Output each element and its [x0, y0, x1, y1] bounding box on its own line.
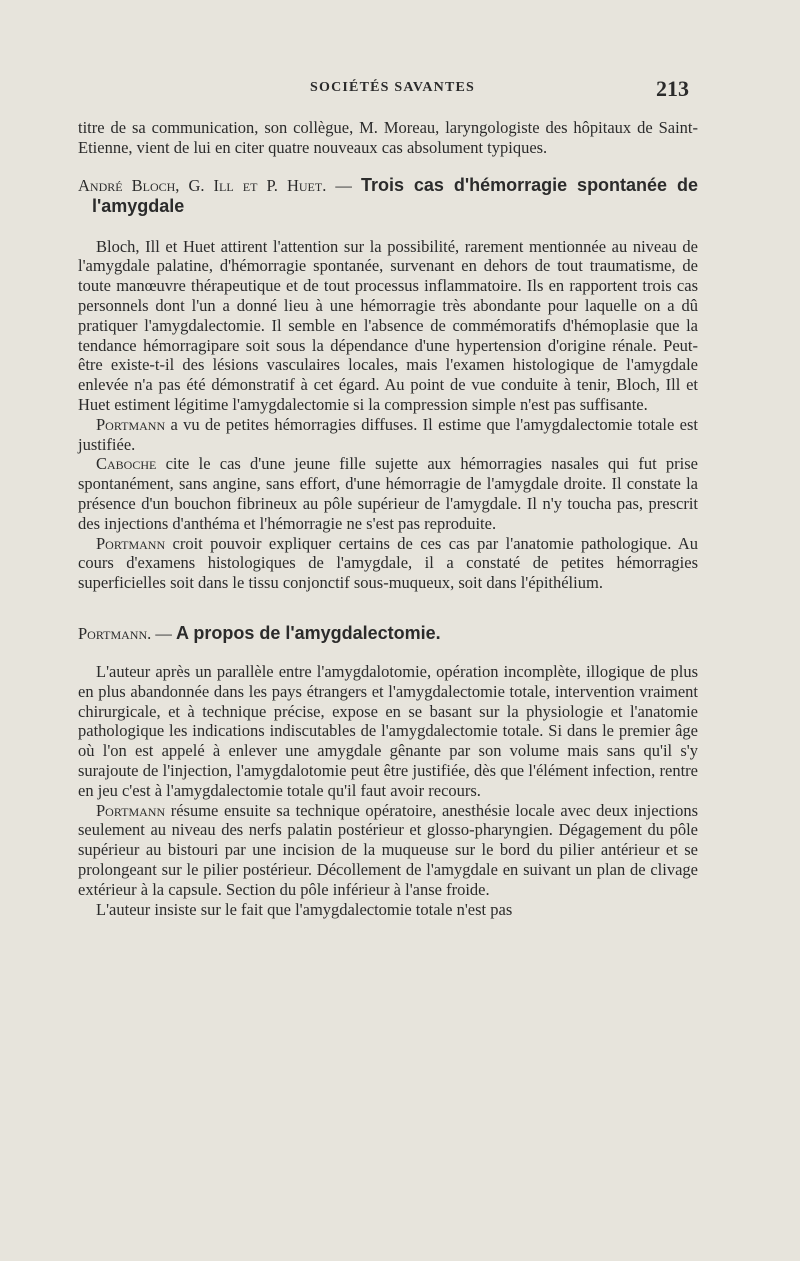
article-heading-2: [78, 623, 698, 644]
running-title: SOCIÉTÉS SAVANTES: [310, 80, 476, 95]
cited-author: Portmann: [96, 414, 166, 434]
heading-dash-2: —: [151, 623, 176, 643]
paragraph-1-4: [78, 534, 698, 593]
cited-author: Portmann: [96, 800, 166, 820]
article-title-1: Trois cas d'hémorragie spontanée de l'amygdale: [92, 174, 698, 216]
paragraph-text: croit pouvoir expliquer certains de ces cas par l'anatomie pathologique. Au cours d'examens histologiques de l'amygdale, il a constaté de petites hémorragies superficielles soit dans le tissu conjonctif sous-muqueux, soit dans l'épithélium.: [78, 533, 698, 593]
paragraph-2-2: [78, 801, 698, 900]
paragraph-text: Bloch, Ill et Huet attirent l'attention sur la possibilité, rarement mentionnée au niveau de l'amygdale palatine, d'hémorragie spontanée, survenant en dehors de tout traumatisme, de toute manœuvre thérapeutique et de tout processus inflammatoire. Ils en rapportent trois cas personnels dont l'un a donné lieu à une hémorragie très abondante pour laquelle on a dû pratiquer l'amygdalectomie. Il semble en l'absence de commémoratifs d'hémoplasie que la tendance hémorragipare soit sous la dépendance d'une hypertension d'origine rénale. Peut-être existe-t-il des lésions vasculaires locales, mais l'examen histologique de l'amygdale enlevée n'a pas été démonstratif à cet égard. Au point de vue conduite à tenir, Bloch, Ill et Huet estiment légitime l'amygdalectomie si la compression simple n'est pas suffisante.: [78, 236, 698, 414]
cited-author: Caboche: [96, 454, 157, 474]
paragraph-2-3: [78, 900, 698, 920]
paragraph-text: résume ensuite sa technique opératoire, anesthésie locale avec deux injections seulement au niveau des nerfs palatin postérieur et glosso-pharyngien. Dégagement du pôle supérieur au bistouri par une incision de la muqueuse sur le bord du pilier antérieur et se prolongeant sur le pilier postérieur. Décollement de l'amygdale en suivant un plan de clivage extérieur à la capsule. Section du pôle inférieur à l'anse froide.: [78, 800, 698, 899]
page-header: [0, 76, 800, 102]
page-number: 213: [656, 76, 689, 101]
paragraph-1-3: [78, 454, 698, 533]
paragraph-text: a vu de petites hémorragies diffuses. Il estime que l'amygdalectomie totale est justifiée.: [78, 414, 698, 454]
cited-author: Portmann: [96, 533, 166, 553]
article-heading-1: [78, 175, 698, 217]
intro-paragraph: titre de sa communication, son collègue, M. Moreau, laryngologiste des hôpitaux de Saint-Etienne, vient de lui en citer quatre nouveaux cas absolument typiques.: [78, 118, 698, 157]
paragraph-text: L'auteur insiste sur le fait que l'amygdalectomie totale n'est pas: [96, 899, 513, 919]
heading-dash-1: —: [326, 175, 361, 195]
article-authors-2: Portmann.: [78, 623, 152, 643]
body-text: [78, 118, 698, 919]
paragraph-text: cite le cas d'une jeune fille sujette aux hémorragies nasales qui fut prise spontanément, sans angine, sans effort, d'une hémorragie de l'amygdale droite. Il constate la présence d'un bouchon fibrineux au pôle supérieur de l'amygdale. Il n'y toucha pas, prescrit des injections d'anthéma et l'hémorragie ne s'est pas reproduite.: [78, 454, 698, 533]
paragraph-1-1: [78, 237, 698, 415]
article-authors-1: André Bloch, G. Ill et P. Huet.: [78, 175, 327, 195]
paragraph-text: L'auteur après un parallèle entre l'amygdalotomie, opération incomplète, illogique de plus en plus abandonnée dans les pays étrangers et l'amygdalectomie totale, intervention vraiment chirurgicale, et à technique précise, expose en se basant sur la physiologie et l'anatomie pathologique les indications indiscutables de l'amygdalectomie totale. Si dans le premier âge où l'on est appelé à enlever une amygdale gênante par son volume mais sans qu'il s'y surajoute de l'injection, l'amygdalotomie peut être justifiée, dès que l'élément infection, rentre en jeu c'est à l'amygdalectomie totale qu'il faut avoir recours.: [78, 661, 698, 800]
paragraph-2-1: [78, 662, 698, 801]
article-title-2: A propos de l'amygdalectomie.: [176, 622, 441, 643]
paragraph-1-2: [78, 415, 698, 455]
